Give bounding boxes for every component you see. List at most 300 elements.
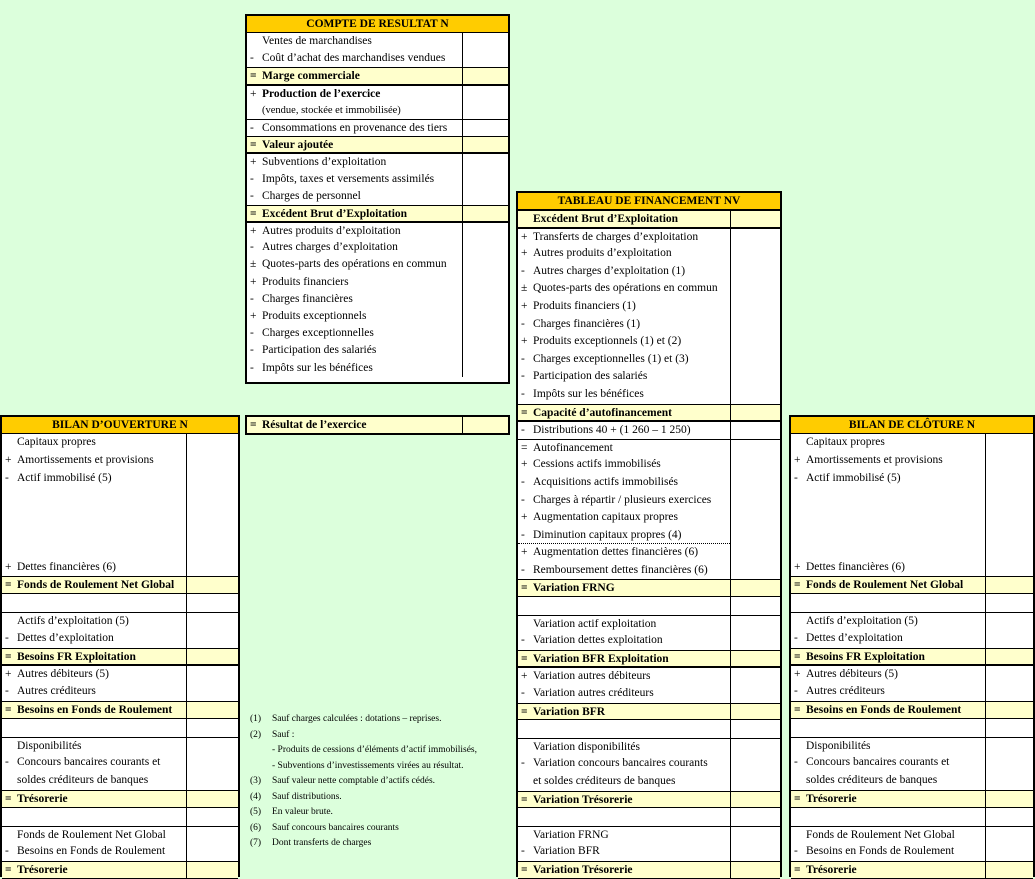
row-sign: + bbox=[521, 335, 528, 348]
tableau-row bbox=[518, 263, 780, 281]
row-value-cell bbox=[186, 649, 238, 665]
row-label: Diminution capitaux propres (4) bbox=[533, 528, 682, 541]
tableau-row bbox=[518, 280, 780, 298]
row-sign: + bbox=[5, 560, 12, 573]
compte-resultat-row bbox=[247, 308, 508, 325]
row-sign: - bbox=[250, 241, 254, 254]
row-sign: - bbox=[794, 845, 798, 858]
row-value-cell bbox=[730, 474, 780, 492]
bilan-cloture-row bbox=[791, 772, 1033, 790]
row-value-cell bbox=[462, 206, 508, 221]
row-sign: + bbox=[521, 458, 528, 471]
row-sign: + bbox=[5, 453, 12, 466]
row-sign: + bbox=[250, 275, 257, 288]
row-sign: ± bbox=[521, 282, 528, 295]
bilan-cloture-row bbox=[791, 826, 1033, 844]
row-label: Variation BFR bbox=[533, 705, 606, 718]
bilan-cloture-row bbox=[791, 648, 1033, 666]
row-value-cell bbox=[730, 739, 780, 756]
row-sign: = bbox=[521, 441, 528, 454]
compte-resultat-row bbox=[247, 188, 508, 205]
footnote bbox=[250, 743, 477, 759]
row-value-cell bbox=[462, 50, 508, 67]
row-label: Autres charges d’exploitation bbox=[262, 241, 398, 254]
bilan-cloture-row bbox=[791, 719, 1033, 737]
row-label: Variation autres créditeurs bbox=[533, 687, 654, 700]
row-label: Remboursement dettes financières (6) bbox=[533, 563, 708, 576]
tableau-row bbox=[518, 351, 780, 369]
bilan-cloture-row bbox=[791, 523, 1033, 541]
row-label: Charges financières bbox=[262, 292, 353, 305]
compte-resultat-row bbox=[247, 205, 508, 222]
row-label: Charges à répartir / plusieurs exercices bbox=[533, 493, 712, 506]
row-label: Variation BFR Exploitation bbox=[533, 652, 669, 665]
row-sign: = bbox=[521, 582, 528, 595]
row-value-cell bbox=[730, 351, 780, 369]
row-value-cell bbox=[462, 223, 508, 239]
compte-resultat-row bbox=[247, 33, 508, 50]
row-value-cell bbox=[186, 594, 238, 612]
tableau-row bbox=[518, 421, 780, 439]
row-sign: + bbox=[250, 156, 257, 169]
footnote-number: (6) bbox=[250, 822, 262, 833]
row-sign: - bbox=[521, 757, 525, 770]
compte-resultat-row bbox=[247, 239, 508, 256]
bilan-ouverture-row bbox=[2, 772, 238, 790]
resultat-box bbox=[245, 415, 510, 435]
row-label: Valeur ajoutée bbox=[262, 139, 334, 152]
row-label: Capacité d’autofinancement bbox=[533, 406, 672, 419]
row-sign: - bbox=[794, 631, 798, 644]
row-label: Dettes d’exploitation bbox=[806, 631, 903, 644]
row-label: Besoins en Fonds de Roulement bbox=[17, 845, 166, 858]
row-sign: + bbox=[794, 560, 801, 573]
row-value-cell bbox=[186, 827, 238, 844]
row-sign: = bbox=[5, 579, 12, 592]
row-value-cell bbox=[985, 702, 1033, 718]
bilan-ouverture-row bbox=[2, 843, 238, 861]
row-sign: + bbox=[521, 546, 528, 559]
row-value-cell bbox=[462, 256, 508, 273]
row-label: Augmentation dettes financières (6) bbox=[533, 546, 699, 559]
row-value-cell bbox=[186, 523, 238, 541]
row-label: Charges exceptionnelles (1) et (3) bbox=[533, 352, 689, 365]
row-value-cell bbox=[730, 368, 780, 386]
row-sign: - bbox=[250, 344, 254, 357]
footnote bbox=[250, 790, 477, 806]
bilan-cloture-row bbox=[791, 594, 1033, 612]
tableau-row bbox=[518, 492, 780, 510]
row-value-cell bbox=[186, 754, 238, 772]
row-value-cell bbox=[985, 487, 1033, 505]
footnote-number: (2) bbox=[250, 729, 262, 740]
row-label: Variation concours bancaires courants bbox=[533, 757, 708, 770]
bilan-cloture-row bbox=[791, 434, 1033, 452]
compte-resultat-row bbox=[247, 342, 508, 359]
row-value-cell bbox=[985, 772, 1033, 790]
row-value-cell bbox=[985, 523, 1033, 541]
row-sign: - bbox=[521, 370, 525, 383]
row-value-cell bbox=[186, 683, 238, 701]
row-label: Quotes-parts des opérations en commun bbox=[262, 258, 447, 271]
bilan-ouverture-row bbox=[2, 576, 238, 594]
bilan-cloture-row bbox=[791, 808, 1033, 826]
compte-resultat-row bbox=[247, 171, 508, 188]
row-value-cell bbox=[462, 154, 508, 170]
tableau-row bbox=[518, 703, 780, 721]
row-value-cell bbox=[730, 492, 780, 510]
row-sign: = bbox=[5, 703, 12, 716]
row-label: Variation FRNG bbox=[533, 828, 609, 841]
row-sign: = bbox=[250, 207, 257, 220]
row-label: Disponibilités bbox=[806, 739, 871, 752]
row-value-cell bbox=[730, 773, 780, 791]
resultat-row bbox=[247, 417, 508, 433]
row-label: Variation Trésorerie bbox=[533, 793, 633, 806]
tableau-row bbox=[518, 544, 780, 562]
row-label: Cessions actifs immobilisés bbox=[533, 458, 661, 471]
tableau-row bbox=[518, 456, 780, 474]
row-label: Besoins en Fonds de Roulement bbox=[17, 703, 173, 716]
bilan-ouverture-row bbox=[2, 808, 238, 826]
tableau-row bbox=[518, 404, 780, 422]
row-value-cell bbox=[186, 541, 238, 559]
row-sign: - bbox=[250, 361, 254, 374]
row-sign: - bbox=[250, 292, 254, 305]
bilan-cloture-row bbox=[791, 790, 1033, 808]
row-label: Charges financières (1) bbox=[533, 317, 641, 330]
row-label: Produits exceptionnels bbox=[262, 310, 367, 322]
compte-resultat-title: COMPTE DE RESULTAT N bbox=[247, 16, 508, 33]
row-sign: + bbox=[521, 670, 528, 683]
tableau-financement-table bbox=[516, 191, 782, 877]
footnote bbox=[250, 836, 477, 852]
row-value-cell bbox=[730, 456, 780, 474]
row-value-cell bbox=[730, 755, 780, 773]
row-label: Dettes financières (6) bbox=[806, 560, 905, 573]
row-value-cell bbox=[730, 316, 780, 334]
row-value-cell bbox=[730, 544, 780, 562]
row-value-cell bbox=[730, 229, 780, 246]
tableau-row bbox=[518, 861, 780, 879]
bilan-ouverture-row bbox=[2, 719, 238, 737]
row-value-cell bbox=[462, 171, 508, 188]
bilan-cloture-row bbox=[791, 737, 1033, 755]
tableau-row bbox=[518, 667, 780, 685]
row-label: Fonds de Roulement Net Global bbox=[806, 828, 955, 841]
row-sign: - bbox=[521, 687, 525, 700]
row-sign: - bbox=[521, 387, 525, 400]
row-label: Concours bancaires courants et bbox=[17, 756, 161, 769]
row-label: Transferts de charges d’exploitation bbox=[533, 230, 699, 243]
row-label: Impôts sur les bénéfices bbox=[533, 387, 644, 400]
row-value-cell bbox=[730, 422, 780, 439]
tableau-financement-body bbox=[518, 210, 780, 879]
row-sign: - bbox=[250, 172, 254, 185]
row-label: Actifs d’exploitation (5) bbox=[806, 614, 918, 627]
footnote-number: (4) bbox=[250, 791, 262, 802]
row-label: Autres débiteurs (5) bbox=[806, 668, 898, 681]
tableau-row bbox=[518, 738, 780, 756]
row-value-cell bbox=[985, 827, 1033, 844]
row-value-cell bbox=[985, 613, 1033, 630]
row-sign: = bbox=[794, 864, 801, 877]
row-value-cell bbox=[730, 298, 780, 316]
row-sign: - bbox=[521, 493, 525, 506]
row-value-cell bbox=[730, 405, 780, 421]
row-label: Autres débiteurs (5) bbox=[17, 668, 109, 681]
row-value-cell bbox=[186, 505, 238, 523]
row-value-cell bbox=[186, 577, 238, 593]
row-value-cell bbox=[186, 719, 238, 737]
tableau-row bbox=[518, 316, 780, 334]
compte-resultat-row bbox=[247, 360, 508, 377]
bilan-cloture-body bbox=[791, 434, 1033, 879]
row-value-cell bbox=[462, 68, 508, 83]
row-value-cell bbox=[985, 630, 1033, 648]
row-value-cell bbox=[186, 470, 238, 488]
row-label: Autofinancement bbox=[533, 441, 613, 454]
row-sign: = bbox=[794, 579, 801, 592]
bilan-cloture-row bbox=[791, 470, 1033, 488]
row-value-cell bbox=[985, 666, 1033, 683]
tableau-row bbox=[518, 755, 780, 773]
row-label: Excédent Brut d’Exploitation bbox=[533, 213, 679, 225]
row-value-cell bbox=[730, 263, 780, 281]
row-sign: - bbox=[5, 685, 9, 698]
row-sign: - bbox=[521, 424, 525, 437]
row-value-cell bbox=[186, 862, 238, 878]
resultat-label: Résultat de l’exercice bbox=[262, 419, 367, 431]
row-sign: + bbox=[5, 668, 12, 681]
bilan-cloture-row bbox=[791, 683, 1033, 701]
bilan-ouverture-row bbox=[2, 683, 238, 701]
row-label: Disponibilités bbox=[17, 739, 82, 752]
bilan-cloture-row bbox=[791, 452, 1033, 470]
row-value-cell bbox=[730, 440, 780, 457]
compte-resultat-row bbox=[247, 274, 508, 291]
footnote-number: (1) bbox=[250, 714, 262, 724]
row-label: Besoins en Fonds de Roulement bbox=[806, 845, 955, 858]
bilan-ouverture-row bbox=[2, 470, 238, 488]
row-value-cell bbox=[462, 239, 508, 256]
row-value-cell bbox=[985, 505, 1033, 523]
row-label: Autres créditeurs bbox=[806, 685, 885, 698]
compte-resultat-row bbox=[247, 85, 508, 102]
row-sign: - bbox=[250, 121, 254, 134]
row-sign: - bbox=[521, 317, 525, 330]
tableau-row bbox=[518, 685, 780, 703]
row-label: Marge commerciale bbox=[262, 70, 360, 83]
compte-resultat-row bbox=[247, 119, 508, 136]
row-sign: - bbox=[5, 631, 9, 644]
row-value-cell bbox=[730, 685, 780, 703]
row-sign: - bbox=[250, 327, 254, 340]
row-label: Excédent Brut d’Exploitation bbox=[262, 207, 408, 220]
footnote-number: (5) bbox=[250, 807, 262, 817]
bilan-cloture-row bbox=[791, 576, 1033, 594]
tableau-row bbox=[518, 333, 780, 351]
row-value-cell bbox=[462, 137, 508, 152]
row-sign: - bbox=[250, 52, 254, 65]
row-label: Augmentation capitaux propres bbox=[533, 511, 678, 524]
row-sign: - bbox=[521, 264, 525, 277]
row-label: Variation actif exploitation bbox=[533, 617, 657, 630]
row-value-cell bbox=[730, 333, 780, 351]
row-value-cell bbox=[730, 720, 780, 738]
row-value-cell bbox=[186, 434, 238, 452]
compte-resultat-table bbox=[245, 14, 510, 384]
row-sign: = bbox=[5, 864, 12, 877]
compte-resultat-row bbox=[247, 153, 508, 170]
row-value-cell bbox=[186, 487, 238, 505]
row-value-cell bbox=[730, 843, 780, 861]
row-sign: - bbox=[794, 685, 798, 698]
footnotes bbox=[250, 712, 477, 852]
bilan-cloture-row bbox=[791, 861, 1033, 879]
row-value-cell bbox=[462, 86, 508, 102]
row-value-cell bbox=[730, 597, 780, 615]
row-label: Charges exceptionnelles bbox=[262, 327, 374, 340]
row-label: Distributions 40 + (1 260 – 1 250) bbox=[533, 424, 691, 437]
tableau-row bbox=[518, 210, 780, 228]
row-label: Dettes d’exploitation bbox=[17, 631, 114, 644]
compte-resultat-row bbox=[247, 136, 508, 153]
bilan-ouverture-body bbox=[2, 434, 238, 879]
row-sign: = bbox=[250, 139, 257, 152]
row-value-cell bbox=[462, 120, 508, 136]
row-label: Besoins FR Exploitation bbox=[806, 650, 925, 663]
footnote-text: Sauf : bbox=[272, 729, 295, 740]
row-value-cell bbox=[985, 683, 1033, 701]
row-label: Trésorerie bbox=[17, 792, 68, 805]
row-label: Capitaux propres bbox=[17, 436, 96, 448]
row-label: soldes créditeurs de banques bbox=[17, 774, 149, 787]
row-value-cell bbox=[462, 360, 508, 377]
row-label: Dettes financières (6) bbox=[17, 560, 116, 573]
bilan-cloture-table bbox=[789, 415, 1035, 877]
bilan-ouverture-row bbox=[2, 630, 238, 648]
row-value-cell bbox=[186, 772, 238, 790]
row-value-cell bbox=[730, 827, 780, 844]
row-value-cell bbox=[730, 651, 780, 667]
row-value-cell bbox=[730, 792, 780, 808]
row-sign: - bbox=[521, 845, 525, 858]
bilan-ouverture-row bbox=[2, 594, 238, 612]
row-value-cell bbox=[985, 594, 1033, 612]
resultat-sign: = bbox=[250, 419, 257, 431]
row-label: Variation FRNG bbox=[533, 582, 615, 595]
row-value-cell bbox=[462, 188, 508, 205]
row-value-cell bbox=[186, 791, 238, 807]
bilan-cloture-row bbox=[791, 612, 1033, 630]
footnote bbox=[250, 805, 477, 821]
row-value-cell bbox=[985, 434, 1033, 452]
row-sign: + bbox=[521, 511, 528, 524]
row-value-cell bbox=[985, 470, 1033, 488]
row-value-cell bbox=[985, 541, 1033, 559]
row-label: Impôts, taxes et versements assimilés bbox=[262, 172, 435, 185]
bilan-ouverture-row bbox=[2, 612, 238, 630]
footnote-text: Sauf distributions. bbox=[272, 791, 342, 802]
row-label: Fonds de Roulement Net Global bbox=[17, 828, 166, 841]
bilan-ouverture-row bbox=[2, 487, 238, 505]
row-sign: - bbox=[5, 756, 9, 769]
tableau-row bbox=[518, 615, 780, 633]
row-value-cell bbox=[730, 668, 780, 685]
row-label: Capitaux propres bbox=[806, 436, 885, 448]
row-sign: = bbox=[794, 650, 801, 663]
row-label: Amortissements et provisions bbox=[806, 453, 943, 466]
tableau-row bbox=[518, 368, 780, 386]
row-value-cell bbox=[186, 738, 238, 755]
footnote-number bbox=[250, 743, 272, 759]
row-sign: = bbox=[521, 705, 528, 718]
row-label: Autres produits d’exploitation bbox=[262, 225, 401, 238]
tableau-row bbox=[518, 826, 780, 844]
row-value-cell bbox=[985, 862, 1033, 878]
row-sign: - bbox=[521, 528, 525, 541]
compte-resultat-row bbox=[247, 102, 508, 119]
row-value-cell bbox=[730, 632, 780, 650]
row-value-cell bbox=[730, 211, 780, 227]
bilan-ouverture-row bbox=[2, 737, 238, 755]
row-value-cell bbox=[462, 342, 508, 359]
tableau-financement-title: TABLEAU DE FINANCEMENT NV bbox=[518, 193, 780, 210]
footnote bbox=[250, 728, 477, 744]
bilan-cloture-title: BILAN DE CLÔTURE N bbox=[791, 417, 1033, 434]
row-label: Variation disponibilités bbox=[533, 740, 641, 753]
footnote-text: Dont transferts de charges bbox=[272, 838, 372, 848]
bilan-ouverture-table bbox=[0, 415, 240, 877]
bilan-ouverture-row bbox=[2, 861, 238, 879]
tableau-row bbox=[518, 439, 780, 457]
tableau-row bbox=[518, 474, 780, 492]
row-sign: + bbox=[250, 87, 257, 100]
row-sign: = bbox=[5, 650, 12, 663]
footnote-number: (3) bbox=[250, 776, 262, 786]
tableau-row bbox=[518, 773, 780, 791]
row-label: Autres créditeurs bbox=[17, 685, 96, 698]
row-label: Trésorerie bbox=[806, 792, 857, 805]
row-sign: ± bbox=[250, 258, 257, 271]
tableau-row bbox=[518, 808, 780, 826]
row-value-cell bbox=[985, 559, 1033, 577]
row-sign: - bbox=[250, 189, 254, 202]
row-sign: = bbox=[250, 70, 257, 83]
row-value-cell bbox=[985, 791, 1033, 807]
tableau-row bbox=[518, 298, 780, 316]
row-sign: - bbox=[794, 471, 798, 484]
row-sign: = bbox=[521, 652, 528, 665]
row-sign: = bbox=[5, 792, 12, 805]
compte-resultat-body bbox=[247, 33, 508, 377]
row-value-cell bbox=[730, 562, 780, 580]
row-value-cell bbox=[985, 754, 1033, 772]
row-label: Fonds de Roulement Net Global bbox=[17, 579, 175, 592]
tableau-row bbox=[518, 562, 780, 580]
bilan-cloture-row bbox=[791, 505, 1033, 523]
footnote bbox=[250, 759, 477, 775]
footnote bbox=[250, 712, 477, 728]
footnote bbox=[250, 821, 477, 837]
compte-resultat-row bbox=[247, 50, 508, 67]
row-label: Autres charges d’exploitation (1) bbox=[533, 264, 686, 277]
resultat-value-cell bbox=[462, 417, 508, 433]
row-value-cell bbox=[730, 509, 780, 527]
row-label: Coût d’achat des marchandises vendues bbox=[262, 52, 446, 65]
row-label: Quotes-parts des opérations en commun bbox=[533, 282, 718, 295]
